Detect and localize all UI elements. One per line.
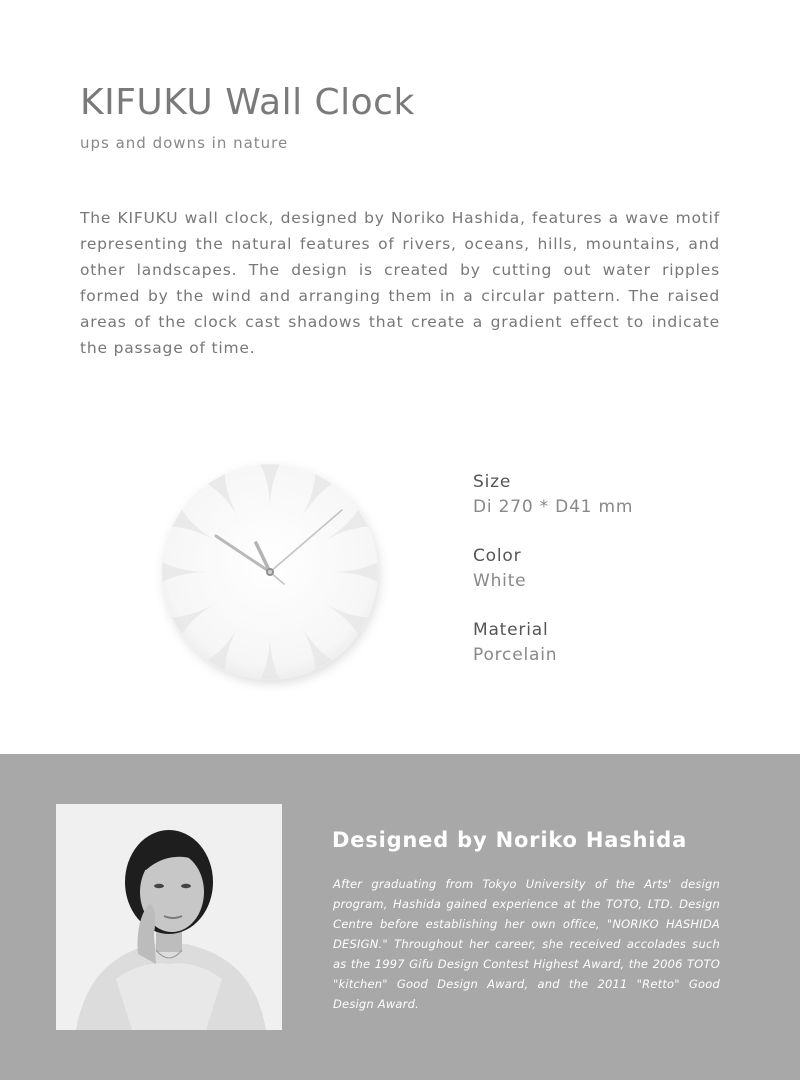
- spec-color: [473, 544, 633, 594]
- spec-value: Porcelain: [473, 645, 558, 665]
- spec-material: [473, 618, 633, 668]
- designer-section: [0, 754, 800, 1080]
- designer-title: Designed by Noriko Hashida: [332, 828, 688, 852]
- portrait-icon: [56, 804, 282, 1030]
- spec-label: Size: [473, 472, 512, 492]
- product-description: The KIFUKU wall clock, designed by Noriko Hashida, features a wave motif representing the natural features of rivers, oceans, hills, mountains, and other landscapes. The design is created by cutting out water ripples formed by the wind and arranging them in a circular pattern. The raised areas of the clock cast shadows that create a gradient effect to indicate the passage of time.: [80, 209, 720, 357]
- spec-size: [473, 470, 633, 520]
- product-title: KIFUKU Wall Clock: [80, 82, 415, 123]
- product-subtitle: ups and downs in nature: [80, 134, 289, 152]
- spec-label: Material: [473, 620, 549, 640]
- spec-label: Color: [473, 546, 522, 566]
- designer-portrait: [56, 804, 282, 1030]
- designer-bio: After graduating from Tokyo University of the Arts' design program, Hashida gained experience at the TOTO, LTD. Design Centre before establishing her own office, "NORIKO HASHIDA DESIGN." Throughout her career, she received accolades such as the 1997 Gifu Design Contest Highest Award, the 2006 TOTO "kitchen" Good Design Award, and the 2011 "Retto" Good Design Award.: [333, 877, 720, 1011]
- spec-value: White: [473, 571, 527, 591]
- wall-clock-image: [150, 452, 390, 692]
- clock-icon: [150, 452, 390, 692]
- specs-list: [473, 470, 633, 692]
- spec-value: Di 270 * D41 mm: [473, 497, 634, 517]
